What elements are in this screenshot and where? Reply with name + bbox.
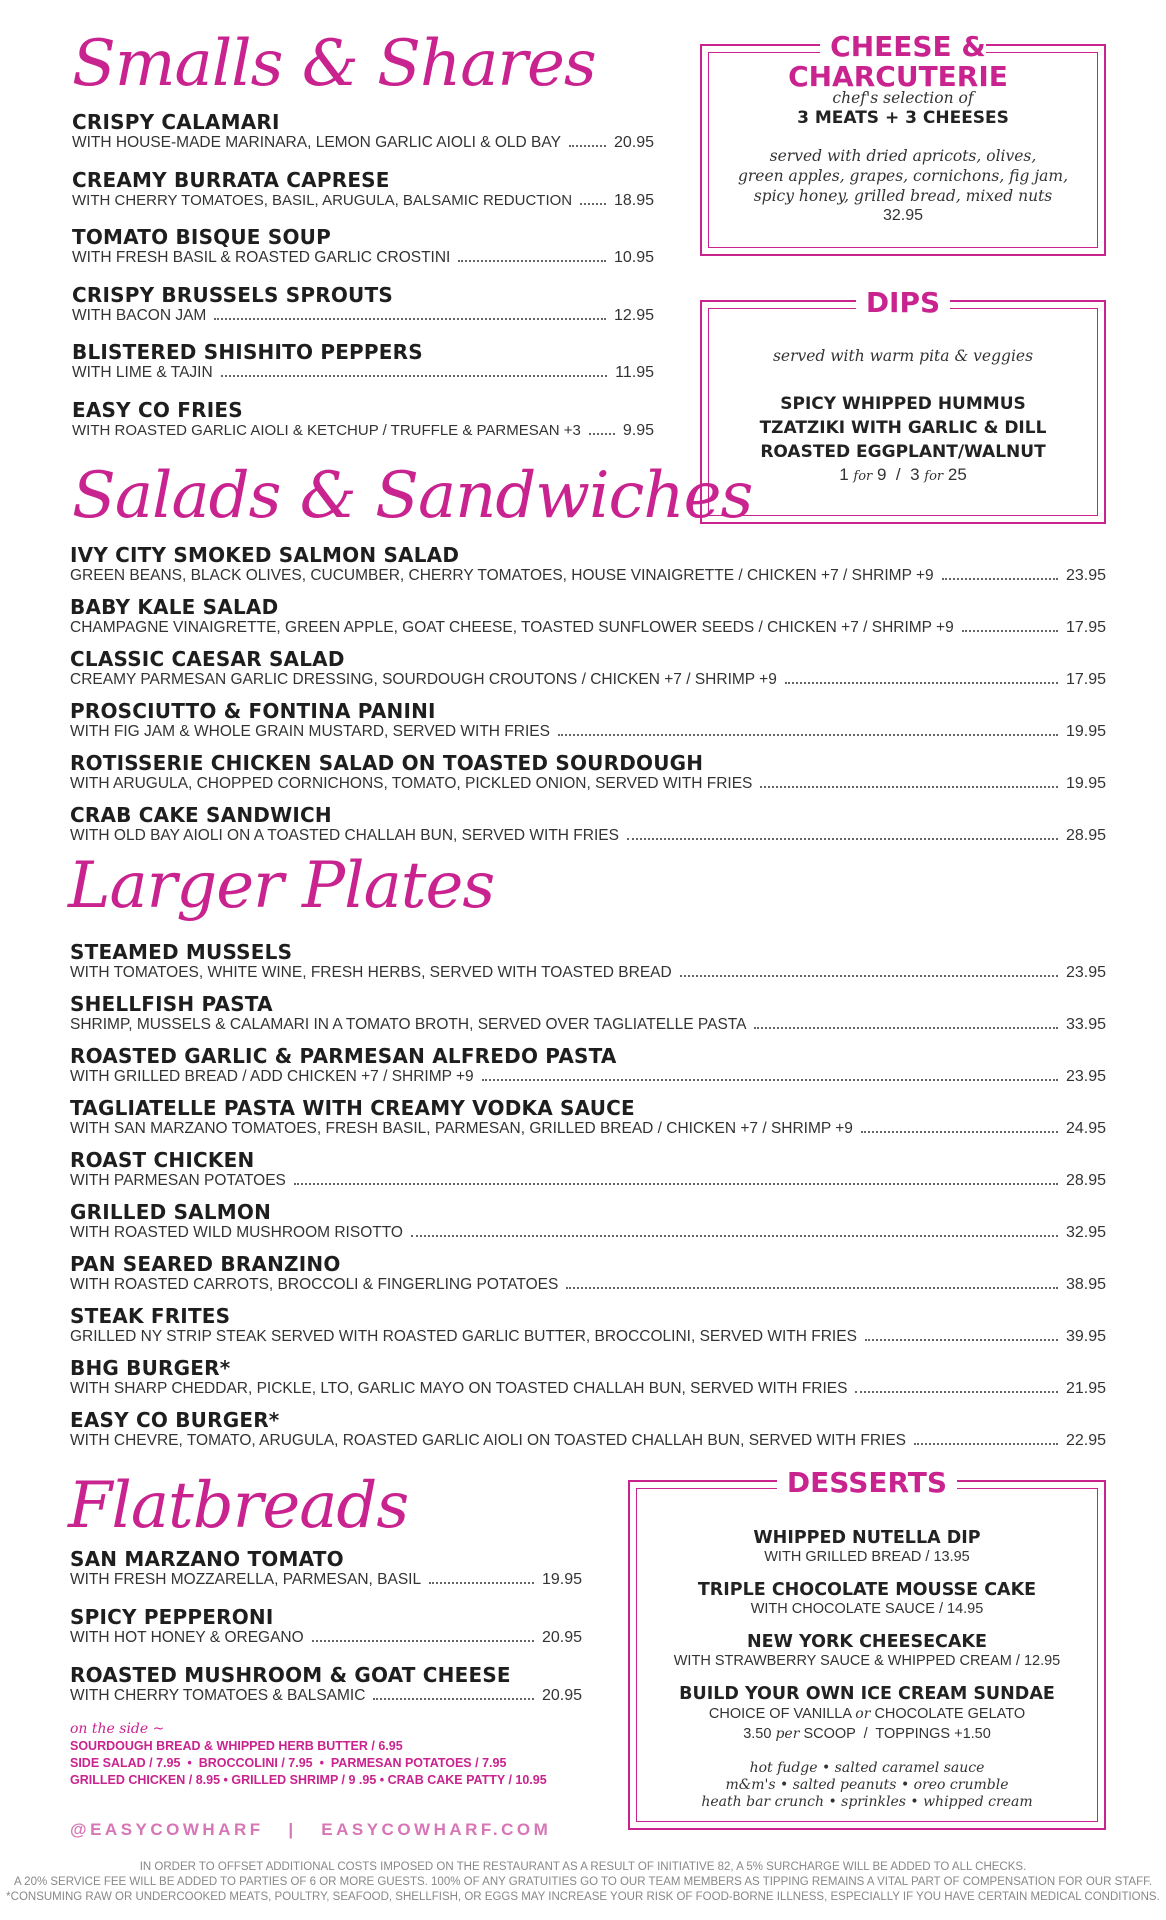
- menu-item-price: 23.95: [1065, 1068, 1106, 1085]
- menu-item-price: 28.95: [1065, 1172, 1106, 1189]
- menu-item: [70, 804, 1106, 845]
- flatbreads-title: Flatbreads: [68, 1469, 409, 1543]
- dot-leader: [680, 975, 1058, 977]
- dips-item-3: ROASTED EGGPLANT/WALNUT: [760, 442, 1046, 462]
- dot-leader: [294, 1183, 1058, 1185]
- dot-leader: [411, 1235, 1058, 1237]
- menu-item: [72, 226, 654, 267]
- menu-item-name: TOMATO BISQUE SOUP: [72, 225, 331, 249]
- dot-leader: [482, 1079, 1058, 1081]
- dot-leader: [558, 734, 1058, 736]
- dips-item-1: SPICY WHIPPED HUMMUS: [780, 394, 1026, 414]
- dot-leader: [458, 260, 606, 262]
- social-line: [70, 1820, 551, 1840]
- menu-item: [70, 1357, 1106, 1398]
- menu-item: [72, 169, 654, 210]
- dessert-item: TRIPLE CHOCOLATE MOUSSE CAKE WITH CHOCOLATE SAUCE / 14.95: [697, 1580, 1037, 1617]
- menu-item-name: GRILLED SALMON: [70, 1200, 272, 1224]
- menu-item: [70, 1548, 582, 1589]
- dot-leader: [627, 838, 1058, 840]
- menu-item-name: SPICY PEPPERONI: [70, 1605, 274, 1629]
- menu-item-desc: WITH SAN MARZANO TOMATOES, FRESH BASIL, PARMESAN, GRILLED BREAD / CHICKEN +7 / SHRIMP +9: [70, 1120, 853, 1137]
- menu-item-desc: WITH CHEVRE, TOMATO, ARUGULA, ROASTED GARLIC AIOLI ON TOASTED CHALLAH BUN, SERVED WITH FRIES: [70, 1432, 907, 1449]
- dot-leader: [566, 1287, 1058, 1289]
- dessert-item: WHIPPED NUTELLA DIP WITH GRILLED BREAD / 13.95: [753, 1528, 981, 1565]
- menu-item-price: 12.95: [613, 306, 654, 324]
- menu-item-desc: WITH SHARP CHEDDAR, PICKLE, LTO, GARLIC MAYO ON TOASTED CHALLAH BUN, SERVED WITH FRIES: [70, 1380, 848, 1397]
- dips-price: 1 for 9 / 3 for 25: [839, 465, 967, 484]
- menu-item-price: 22.95: [1065, 1432, 1106, 1449]
- dot-leader: [373, 1698, 534, 1700]
- menu-item-name: CRISPY BRUSSELS SPROUTS: [72, 282, 393, 307]
- menu-item-name: STEAMED MUSSELS: [70, 940, 293, 964]
- menu-item: [70, 700, 1106, 741]
- dot-leader: [214, 318, 606, 320]
- dips-box: [700, 286, 1106, 524]
- menu-item-desc: WITH FRESH BASIL & ROASTED GARLIC CROSTINI: [72, 249, 451, 266]
- menu-item: [70, 648, 1106, 689]
- menu-item: [70, 752, 1106, 793]
- menu-item-name: TAGLIATELLE PASTA WITH CREAMY VODKA SAUCE: [70, 1096, 635, 1120]
- sides-line-3: GRILLED CHICKEN / 8.95 • GRILLED SHRIMP / 9 .95 • CRAB CAKE PATTY / 10.95: [70, 1773, 547, 1787]
- dot-leader: [569, 145, 606, 147]
- menu-item: [72, 341, 654, 382]
- dips-intro: served with warm pita & veggies: [772, 347, 1034, 365]
- menu-item-price: 20.95: [541, 1687, 582, 1704]
- menu-item-name: IVY CITY SMOKED SALMON SALAD: [70, 543, 460, 567]
- menu-item-price: 33.95: [1065, 1016, 1106, 1033]
- menu-item-desc: WITH CHERRY TOMATOES & BALSAMIC: [70, 1687, 366, 1704]
- cheese-title: CHEESE & CHARCUTERIE: [788, 30, 1018, 93]
- menu-item-desc: WITH TOMATOES, WHITE WINE, FRESH HERBS, SERVED WITH TOASTED BREAD: [70, 964, 672, 981]
- menu-item-name: STEAK FRITES: [70, 1304, 231, 1328]
- topping-line-1: hot fudge • salted caramel sauce: [749, 1760, 985, 1776]
- salads-title: Salads & Sandwiches: [72, 459, 753, 533]
- menu-item-price: 10.95: [613, 249, 654, 266]
- menu-item-desc: CREAMY PARMESAN GARLIC DRESSING, SOURDOUGH CROUTONS / CHICKEN +7 / SHRIMP +9: [70, 671, 777, 688]
- menu-item-price: 20.95: [613, 134, 654, 151]
- menu-item-price: 9.95: [622, 421, 654, 439]
- menu-item-desc: WITH HOUSE-MADE MARINARA, LEMON GARLIC AIOLI & OLD BAY: [72, 134, 561, 151]
- menu-item-name: SAN MARZANO TOMATO: [70, 1547, 344, 1571]
- sides-label: on the side ~: [70, 1721, 165, 1737]
- topping-line-3: heath bar crunch • sprinkles • whipped cream: [701, 1794, 1033, 1810]
- cheese-desc-1: served with dried apricots, olives,: [769, 147, 1037, 165]
- cheese-headline: 3 MEATS + 3 CHEESES: [797, 108, 1009, 128]
- menu-item-desc: WITH ROASTED WILD MUSHROOM RISOTTO: [70, 1224, 403, 1241]
- menu-item-desc: WITH OLD BAY AIOLI ON A TOASTED CHALLAH BUN, SERVED WITH FRIES: [70, 827, 619, 844]
- larger-title: Larger Plates: [68, 849, 495, 923]
- menu-item-price: 19.95: [1065, 723, 1106, 740]
- menu-item-desc: WITH FRESH MOZZARELLA, PARMESAN, BASIL: [70, 1571, 422, 1588]
- menu-item-name: PAN SEARED BRANZINO: [70, 1252, 341, 1276]
- menu-item-name: BLISTERED SHISHITO PEPPERS: [72, 340, 423, 364]
- menu-item-desc: WITH PARMESAN POTATOES: [70, 1172, 286, 1189]
- website-link[interactable]: EASYCOWHARF.COM: [321, 1820, 552, 1839]
- dot-leader: [580, 203, 606, 205]
- dot-leader: [760, 786, 1058, 788]
- menu-item-price: 32.95: [1065, 1224, 1106, 1241]
- desserts-box: [628, 1466, 1106, 1830]
- menu-item: [70, 1149, 1106, 1190]
- cheese-desc-2: green apples, grapes, cornichons, fig jam,: [737, 167, 1069, 185]
- dot-leader: [855, 1391, 1058, 1393]
- dot-leader: [754, 1027, 1058, 1029]
- menu-item-name: CRAB CAKE SANDWICH: [70, 803, 332, 827]
- dips-item-2: TZATZIKI WITH GARLIC & DILL: [759, 418, 1047, 438]
- dot-leader: [312, 1640, 534, 1642]
- menu-item-price: 28.95: [1065, 827, 1106, 844]
- menu-item-desc: WITH CHERRY TOMATOES, BASIL, ARUGULA, BALSAMIC REDUCTION: [72, 191, 573, 209]
- menu-item-price: 24.95: [1065, 1120, 1106, 1137]
- menu-item-name: BABY KALE SALAD: [70, 595, 279, 619]
- dot-leader: [589, 433, 615, 435]
- footer-line-1: IN ORDER TO OFFSET ADDITIONAL COSTS IMPOSED ON THE RESTAURANT AS A RESULT OF INITIATIVE 82, A 5% SURCHARGE WILL BE ADDED TO ALL CHECKS.: [139, 1861, 1027, 1873]
- dot-leader: [221, 375, 607, 377]
- menu-item: [70, 1664, 582, 1705]
- menu-item-price: 17.95: [1065, 671, 1106, 688]
- menu-item-price: 20.95: [541, 1629, 582, 1646]
- menu-item-desc: WITH ROASTED CARROTS, BROCCOLI & FINGERLING POTATOES: [70, 1276, 559, 1293]
- menu-item: [70, 1409, 1106, 1450]
- menu-item-desc: WITH BACON JAM: [72, 306, 207, 324]
- sides-line-2: SIDE SALAD / 7.95 • BROCCOLINI / 7.95 • PARMESAN POTATOES / 7.95: [70, 1756, 507, 1770]
- dot-leader: [914, 1443, 1058, 1445]
- menu-item-price: 23.95: [1065, 964, 1106, 981]
- menu-item-price: 18.95: [613, 191, 654, 209]
- menu-item-desc: WITH FIG JAM & WHOLE GRAIN MUSTARD, SERVED WITH FRIES: [70, 723, 550, 740]
- menu-item-price: 17.95: [1065, 619, 1106, 636]
- desserts-title: DESSERTS: [777, 1466, 957, 1499]
- cheese-desc-3: spicy honey, grilled bread, mixed nuts: [753, 187, 1053, 205]
- menu-item-name: PROSCIUTTO & FONTINA PANINI: [70, 699, 436, 723]
- menu-item-price: 39.95: [1065, 1328, 1106, 1345]
- menu-item-name: ROASTED MUSHROOM & GOAT CHEESE: [70, 1663, 511, 1687]
- dot-leader: [429, 1582, 534, 1584]
- menu-item-desc: SHRIMP, MUSSELS & CALAMARI IN A TOMATO BROTH, SERVED OVER TAGLIATELLE PASTA: [70, 1016, 747, 1033]
- dot-leader: [865, 1339, 1058, 1341]
- menu-item-desc: GRILLED NY STRIP STEAK SERVED WITH ROASTED GARLIC BUTTER, BROCCOLINI, SERVED WITH FRIES: [70, 1328, 857, 1345]
- menu-item: [70, 544, 1106, 585]
- dot-leader: [785, 682, 1058, 684]
- menu-item-name: CLASSIC CAESAR SALAD: [70, 647, 345, 671]
- menu-item-price: 19.95: [541, 1571, 582, 1588]
- menu-item-name: ROASTED GARLIC & PARMESAN ALFREDO PASTA: [70, 1044, 617, 1068]
- dessert-item: NEW YORK CHEESECAKE WITH STRAWBERRY SAUCE & WHIPPED CREAM / 12.95: [673, 1632, 1061, 1669]
- menu-item-desc: WITH GRILLED BREAD / ADD CHICKEN +7 / SHRIMP +9: [70, 1068, 474, 1085]
- menu-item-name: SHELLFISH PASTA: [70, 992, 273, 1016]
- menu-item: [70, 1201, 1106, 1242]
- dot-leader: [942, 578, 1058, 580]
- menu-item-name: CRISPY CALAMARI: [72, 110, 280, 134]
- menu-item-desc: CHAMPAGNE VINAIGRETTE, GREEN APPLE, GOAT CHEESE, TOASTED SUNFLOWER SEEDS / CHICKEN +7 / SHRIMP +9: [70, 619, 954, 636]
- menu-item-name: ROAST CHICKEN: [70, 1148, 255, 1172]
- menu-item-name: EASY CO FRIES: [72, 397, 243, 422]
- footer-line-3: *CONSUMING RAW OR UNDERCOOKED MEATS, POULTRY, SEAFOOD, SHELLFISH, OR EGGS MAY INCREASE YOUR RISK OF FOOD-BORNE ILLNESS, ESPECIALLY IF YOU HAVE CERTAIN MEDICAL CONDITIONS.: [6, 1891, 1160, 1903]
- menu-item-price: 38.95: [1065, 1276, 1106, 1293]
- menu-item: [72, 399, 654, 440]
- menu-item: [70, 941, 1106, 982]
- menu-item: [72, 111, 654, 152]
- footer-disclaimer: [0, 1860, 1166, 1905]
- cheese-box: [700, 30, 1106, 256]
- topping-line-2: m&m's • salted peanuts • oreo crumble: [725, 1777, 1009, 1793]
- menu-item: [70, 1253, 1106, 1294]
- sides-line-1: SOURDOUGH BREAD & WHIPPED HERB BUTTER / 6.95: [70, 1739, 403, 1753]
- menu-item: [72, 284, 654, 325]
- social-divider: |: [288, 1820, 297, 1839]
- menu-item-desc: GREEN BEANS, BLACK OLIVES, CUCUMBER, CHERRY TOMATOES, HOUSE VINAIGRETTE / CHICKEN +7 / SHRIMP +9: [70, 567, 934, 584]
- footer-line-2: A 20% SERVICE FEE WILL BE ADDED TO PARTIES OF 6 OR MORE GUESTS. 100% OF ANY GRATUITIES GO TO OUR TEAM MEMBERS AS TIPPING REMAINS A VITAL PART OF COMPENSATION FOR OUR STAFF.: [13, 1876, 1153, 1888]
- menu-item-desc: WITH HOT HONEY & OREGANO: [70, 1629, 304, 1646]
- dot-leader: [861, 1131, 1058, 1133]
- menu-item-name: CREAMY BURRATA CAPRESE: [72, 167, 390, 192]
- menu-item: [70, 1097, 1106, 1138]
- dessert-sundae: BUILD YOUR OWN ICE CREAM SUNDAE CHOICE OF VANILLA or CHOCOLATE GELATO 3.50 per SCOOP / TOPPINGS +1.50: [679, 1684, 1055, 1742]
- menu-item-name: ROTISSERIE CHICKEN SALAD ON TOASTED SOURDOUGH: [70, 751, 704, 775]
- social-handle[interactable]: @EASYCOWHARF: [70, 1820, 264, 1839]
- menu-item: [70, 596, 1106, 637]
- menu-item-desc: WITH ROASTED GARLIC AIOLI & KETCHUP / TRUFFLE & PARMESAN +3: [72, 421, 581, 439]
- menu-item: [70, 1305, 1106, 1346]
- menu-item: [70, 1045, 1106, 1086]
- menu-item-desc: WITH ARUGULA, CHOPPED CORNICHONS, TOMATO, PICKLED ONION, SERVED WITH FRIES: [70, 775, 753, 792]
- menu-item: [70, 1606, 582, 1647]
- cheese-price: 32.95: [882, 207, 924, 224]
- menu-item-name: EASY CO BURGER*: [70, 1408, 280, 1432]
- dips-title: DIPS: [856, 286, 950, 319]
- menu-item: [70, 993, 1106, 1034]
- sides-block: [70, 1720, 590, 1789]
- menu-item-name: BHG BURGER*: [70, 1356, 231, 1380]
- menu-item-price: 11.95: [615, 364, 654, 381]
- menu-item-price: 23.95: [1065, 567, 1106, 584]
- menu-item-desc: WITH LIME & TAJIN: [72, 364, 213, 381]
- cheese-intro: chef's selection of: [832, 89, 974, 107]
- menu-item-price: 21.95: [1065, 1380, 1106, 1397]
- dot-leader: [962, 630, 1058, 632]
- smalls-title: Smalls & Shares: [72, 27, 596, 101]
- menu-item-price: 19.95: [1065, 775, 1106, 792]
